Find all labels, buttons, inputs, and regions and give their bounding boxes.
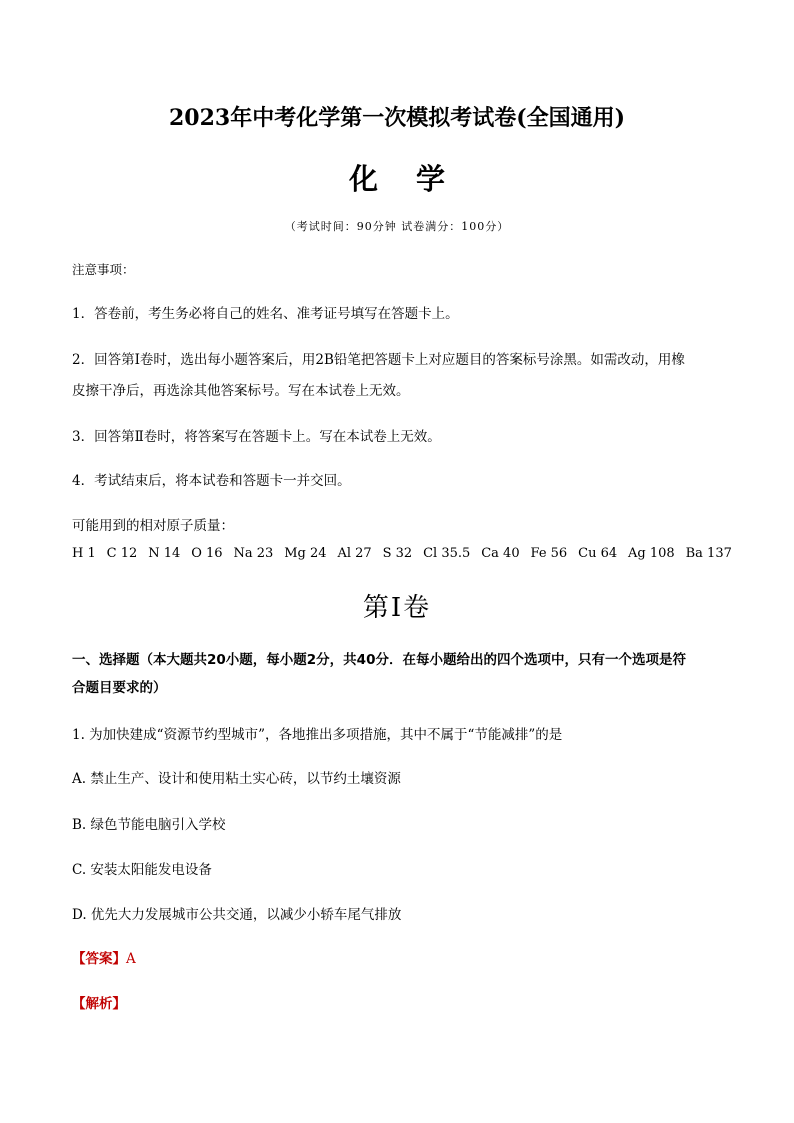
subject-title: 化 学	[348, 162, 460, 196]
atomic-mass-item: N 14	[148, 546, 181, 561]
section-heading-cont: 合题目要求的）	[72, 680, 167, 696]
analysis-label: 【解析】	[72, 996, 126, 1012]
atomic-mass-item: Mg 24	[284, 546, 327, 561]
exam-info: （考试时间：90分钟 试卷满分：100分）	[284, 220, 510, 233]
atomic-mass-item: Al 27	[337, 546, 372, 561]
atomic-mass-item: C 12	[106, 546, 138, 561]
atomic-mass-item: H 1	[72, 546, 96, 561]
notice-item-1: 1．答卷前，考生务必将自己的姓名、准考证号填写在答题卡上。	[72, 306, 459, 322]
atomic-mass-item: Ba 137	[685, 546, 732, 561]
option-c: C. 安装太阳能发电设备	[72, 862, 212, 878]
analysis-row	[72, 992, 126, 1012]
atomic-mass-item: S 32	[382, 546, 413, 561]
atomic-mass-item: Fe 56	[530, 546, 568, 561]
answer-value: A	[126, 951, 136, 967]
atomic-mass-title: 可能用到的相对原子质量：	[72, 518, 234, 534]
section-heading: 一、选择题（本大题共20小题，每小题2分，共40分．在每小题给出的四个选项中，只有一个选项是符	[72, 652, 686, 668]
answer-label: 【答案】	[72, 951, 126, 967]
atomic-mass-item: Cl 35.5	[423, 546, 471, 561]
notice-item-2-cont: 皮擦干净后，再选涂其他答案标号。写在本试卷上无效。	[72, 383, 410, 399]
exam-title: 2023年中考化学第一次模拟考试卷(全国通用)	[168, 105, 626, 131]
notice-item-4: 4．考试结束后，将本试卷和答题卡一并交回。	[72, 473, 351, 489]
atomic-mass-item: Na 23	[233, 546, 274, 561]
answer-row	[72, 947, 136, 967]
option-b: B. 绿色节能电脑引入学校	[72, 817, 226, 833]
atomic-mass-item: Ag 108	[628, 546, 675, 561]
notice-item-2: 2．回答第Ⅰ卷时，选出每小题答案后，用2B铅笔把答题卡上对应题目的答案标号涂黑。如需改动，用橡	[72, 352, 685, 368]
atomic-mass-item: Ca 40	[481, 546, 520, 561]
option-d: D. 优先大力发展城市公共交通，以减少小轿车尾气排放	[72, 907, 402, 923]
atomic-mass-item: O 16	[191, 546, 223, 561]
notice-title: 注意事项：	[72, 262, 135, 277]
question-stem: 1. 为加快建成“资源节约型城市”，各地推出多项措施，其中不属于“节能减排”的是	[72, 727, 563, 743]
notice-item-3: 3．回答第Ⅱ卷时，将答案写在答题卡上。写在本试卷上无效。	[72, 429, 441, 445]
atomic-mass-list	[72, 546, 732, 561]
atomic-mass-item: Cu 64	[578, 546, 618, 561]
volume-title: 第Ⅰ卷	[362, 593, 432, 623]
option-a: A. 禁止生产、设计和使用粘土实心砖，以节约土壤资源	[72, 771, 401, 787]
